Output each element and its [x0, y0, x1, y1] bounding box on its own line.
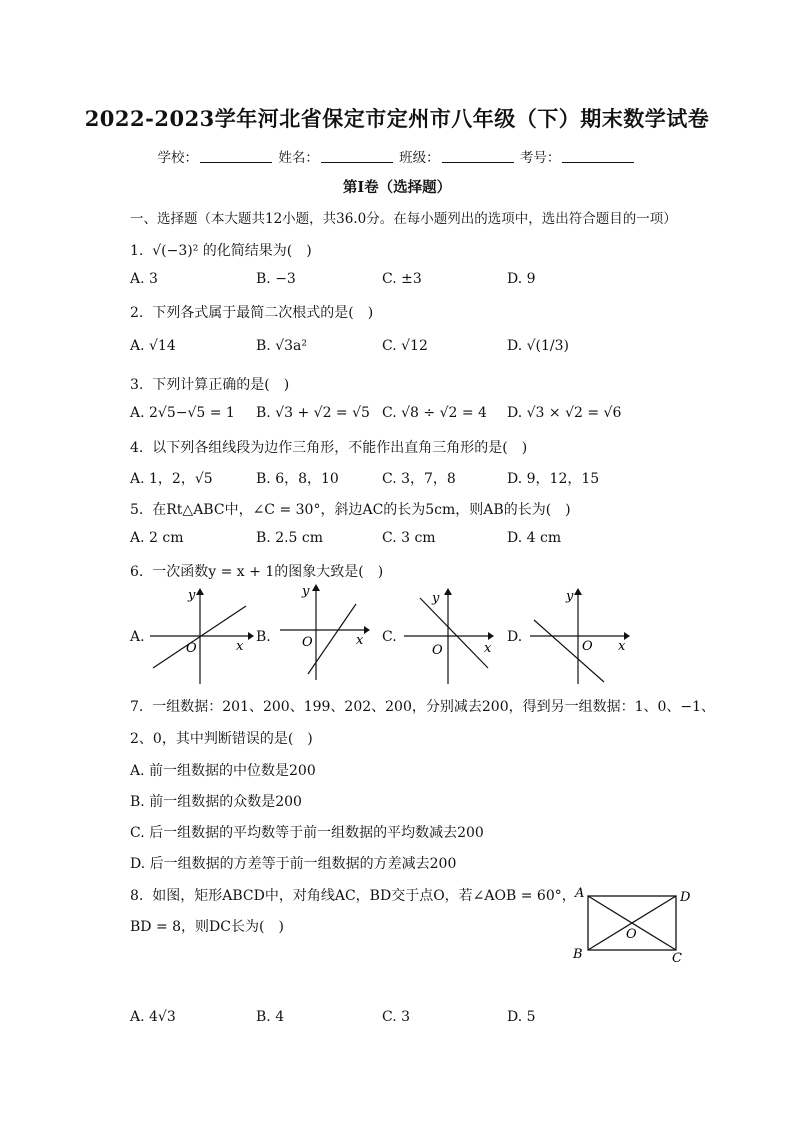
x-label: x	[484, 641, 492, 656]
origin-label: O	[302, 635, 313, 650]
exam-number-label: 考号：	[519, 150, 561, 166]
q6-graph-c[interactable]	[402, 586, 496, 686]
question-4-stem: 4. 以下列各组线段为边作三角形，不能作出直角三角形的是( )	[130, 440, 528, 456]
class-label: 班级：	[399, 150, 440, 166]
origin-label: O	[432, 643, 443, 658]
section-heading: 第I卷（选择题）	[342, 179, 452, 196]
q7-option-b[interactable]: B. 前一组数据的众数是200	[130, 794, 302, 810]
x-arrow-icon	[488, 632, 494, 640]
q7-option-d[interactable]: D. 后一组数据的方差等于前一组数据的方差减去200	[130, 856, 457, 872]
vertex-a-label: A	[575, 886, 585, 901]
x-label: x	[356, 633, 364, 648]
question-6-stem: 6. 一次函数y = x + 1的图象大致是( )	[130, 564, 384, 580]
vertex-b-label: B	[573, 947, 583, 962]
name-label: 姓名：	[278, 150, 319, 166]
vertex-d-label: D	[680, 890, 691, 905]
q2-option-c[interactable]: C. √12	[382, 338, 428, 354]
student-info-row	[0, 146, 794, 166]
y-arrow-icon	[196, 588, 204, 595]
y-label: y	[302, 584, 310, 599]
q6-option-d[interactable]: D.	[507, 629, 523, 645]
x-label: x	[236, 639, 244, 654]
q8-option-b[interactable]: B. 4	[256, 1009, 285, 1025]
origin-label: O	[186, 641, 197, 656]
question-7-stem-line1: 7. 一组数据：201、200、199、202、200，分别减去200，得到另一组数据：1、0、−1、	[130, 699, 716, 715]
page-title: 2022-2023学年河北省保定市定州市八年级（下）期末数学试卷	[84, 106, 710, 131]
q1-option-a[interactable]: A. 3	[130, 271, 158, 287]
q6-graph-d[interactable]	[528, 586, 632, 686]
x-arrow-icon	[248, 632, 254, 640]
q4-option-a[interactable]: A. 1，2，√5	[130, 471, 213, 487]
school-blank[interactable]	[200, 149, 272, 163]
q6-option-a[interactable]: A.	[130, 629, 145, 645]
q6-option-b[interactable]: B.	[256, 629, 271, 645]
q7-option-a[interactable]: A. 前一组数据的中位数是200	[130, 763, 316, 779]
question-8-stem-line2: BD = 8，则DC长为( )	[130, 919, 284, 935]
q3-option-a[interactable]: A. 2√5−√5 = 1	[130, 405, 235, 421]
x-arrow-icon	[364, 626, 370, 634]
q5-option-c[interactable]: C. 3 cm	[382, 530, 436, 546]
q6-graph-b[interactable]	[278, 582, 372, 682]
origin-label: O	[582, 639, 593, 654]
q2-option-a[interactable]: A. √14	[130, 338, 176, 354]
question-3-stem: 3. 下列计算正确的是( )	[130, 377, 290, 393]
y-arrow-icon	[312, 584, 320, 591]
q3-option-d[interactable]: D. √3 × √2 = √6	[507, 405, 622, 421]
q4-option-c[interactable]: C. 3，7，8	[382, 471, 456, 487]
y-arrow-icon	[444, 588, 452, 595]
function-line	[308, 604, 356, 674]
q1-option-d[interactable]: D. 9	[507, 271, 536, 287]
school-label: 学校：	[157, 150, 199, 166]
q1-option-b[interactable]: B. −3	[256, 271, 296, 287]
part-heading: 一、选择题（本大题共12小题，共36.0分。在每小题列出的选项中，选出符合题目的一项）	[130, 211, 677, 227]
q5-option-a[interactable]: A. 2 cm	[130, 530, 184, 546]
rectangle-abcd-figure	[568, 882, 698, 968]
q5-option-d[interactable]: D. 4 cm	[507, 530, 562, 546]
q8-option-c[interactable]: C. 3	[382, 1009, 411, 1025]
q2-option-d[interactable]: D. √(1/3)	[507, 338, 570, 354]
q8-option-a[interactable]: A. 4√3	[130, 1009, 176, 1025]
vertex-c-label: C	[672, 951, 682, 966]
question-2-stem: 2. 下列各式属于最简二次根式的是( )	[130, 305, 374, 321]
q3-option-b[interactable]: B. √3 + √2 = √5	[256, 405, 370, 421]
y-label: y	[432, 591, 440, 606]
y-label: y	[566, 589, 574, 604]
question-1-stem: 1. √(−3)² 的化简结果为( )	[130, 243, 312, 259]
question-8-stem-line1: 8. 如图，矩形ABCD中，对角线AC，BD交于点O，若∠AOB = 60°，	[130, 888, 576, 904]
y-label: y	[188, 588, 196, 603]
y-arrow-icon	[574, 588, 582, 595]
function-line	[420, 598, 488, 668]
q4-option-d[interactable]: D. 9，12，15	[507, 471, 600, 487]
q6-option-c[interactable]: C.	[382, 629, 397, 645]
question-7-stem-line2: 2、0，其中判断错误的是( )	[130, 731, 313, 747]
q8-option-d[interactable]: D. 5	[507, 1009, 536, 1025]
q3-option-c[interactable]: C. √8 ÷ √2 = 4	[382, 405, 487, 421]
q4-option-b[interactable]: B. 6，8，10	[256, 471, 339, 487]
q7-option-c[interactable]: C. 后一组数据的平均数等于前一组数据的平均数减去200	[130, 825, 484, 841]
name-blank[interactable]	[321, 149, 393, 163]
class-blank[interactable]	[442, 149, 514, 163]
x-label: x	[618, 639, 626, 654]
exam-number-blank[interactable]	[562, 149, 634, 163]
question-5-stem: 5. 在Rt△ABC中，∠C = 30°，斜边AC的长为5cm，则AB的长为( )	[130, 502, 571, 518]
center-o-label: O	[626, 927, 637, 942]
function-line	[534, 620, 604, 682]
q6-graph-a[interactable]	[148, 586, 254, 686]
q2-option-b[interactable]: B. √3a²	[256, 338, 307, 354]
q1-option-c[interactable]: C. ±3	[382, 271, 422, 287]
q5-option-b[interactable]: B. 2.5 cm	[256, 530, 324, 546]
